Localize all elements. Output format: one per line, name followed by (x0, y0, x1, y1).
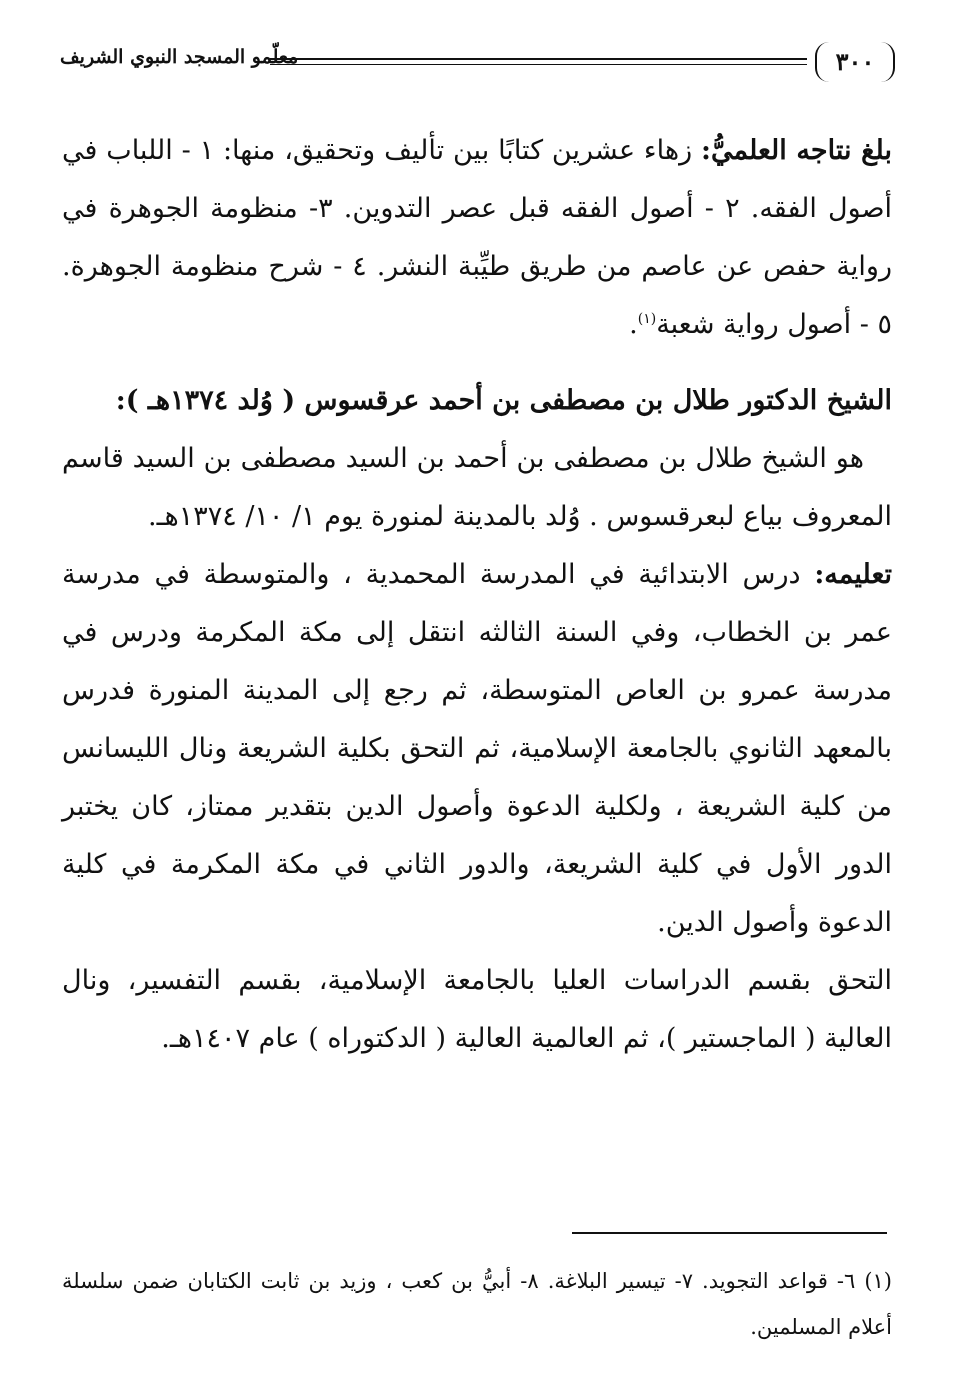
scholarly-output-end: . (629, 309, 638, 340)
footnote: (١) ٦- قواعد التجويد. ٧- تيسير البلاغة. ٨- أبيُّ بن كعب ، وزيد بن ثابت الكتابان ضمن سلسلة أعلام المسلمين. (62, 1269, 892, 1339)
education-label: تعليمه: (814, 559, 892, 590)
graduate-studies-paragraph: التحق بقسم الدراسات العليا بالجامعة الإسلامية، بقسم التفسير، ونال العالية ( الماجستير )، ثم العالمية العالية ( الدكتوراه ) عام ١٤٠٧هـ. (62, 965, 892, 1054)
education-paragraph (62, 546, 892, 952)
header-rule (270, 58, 807, 65)
education-text: درس الابتدائية في المدرسة المحمدية ، والمتوسطة في مدرسة عمر بن الخطاب، وفي السنة الثالثه انتقل إلى مكة المكرمة ودرس في مدرسة عمرو بن العاص المتوسطة، ثم رجع إلى المدينة المنورة فدرس بالمعهد الثانوي بالجامعة الإسلامية، ثم التحق بكلية الشريعة ونال الليسانس من كلية الشريعة ، ولكلية الدعوة وأصول الدين بتقدير ممتاز، كان يختبر الدور الأول في كلية الشريعة، والدور الثاني في مكة المكرمة في كلية الدعوة وأصول الدين. (62, 559, 892, 938)
scholarly-output-paragraph (62, 122, 892, 354)
biography-intro: هو الشيخ طلال بن مصطفى بن أحمد بن السيد مصطفى بن السيد قاسم المعروف بياع لبعرقسوس . وُلد بالمدينة لمنورة يوم ١/ ١٠/ ١٣٧٤هـ. (62, 443, 892, 532)
page-body (62, 122, 892, 1068)
running-title: معلّمو المسجد النبوي الشريف (60, 46, 299, 68)
page-header (60, 40, 895, 88)
scholarly-output-text: زهاء عشرين كتابًا بين تأليف وتحقيق، منها: ١ - اللباب في أصول الفقه. ٢ - أصول الفقه قبل عصر التدوين. ٣- منظومة الجوهرة في رواية حفص عن عاصم من طريق طيِّبة النشر. ٤ - شرح منظومة الجوهرة. ٥ - أصول رواية شعبة (62, 135, 893, 340)
biography-heading: الشيخ الدكتور طلال بن مصطفى بن أحمد عرقسوس ( وُلد ١٣٧٤هـ ): (115, 385, 892, 416)
page-number: ٣٠٠ (815, 42, 895, 82)
footnote-separator (572, 1232, 887, 1234)
scholarly-output-label: بلغ نتاجه العلميُّ: (700, 135, 892, 166)
footnote-reference[interactable]: (١) (637, 311, 657, 327)
